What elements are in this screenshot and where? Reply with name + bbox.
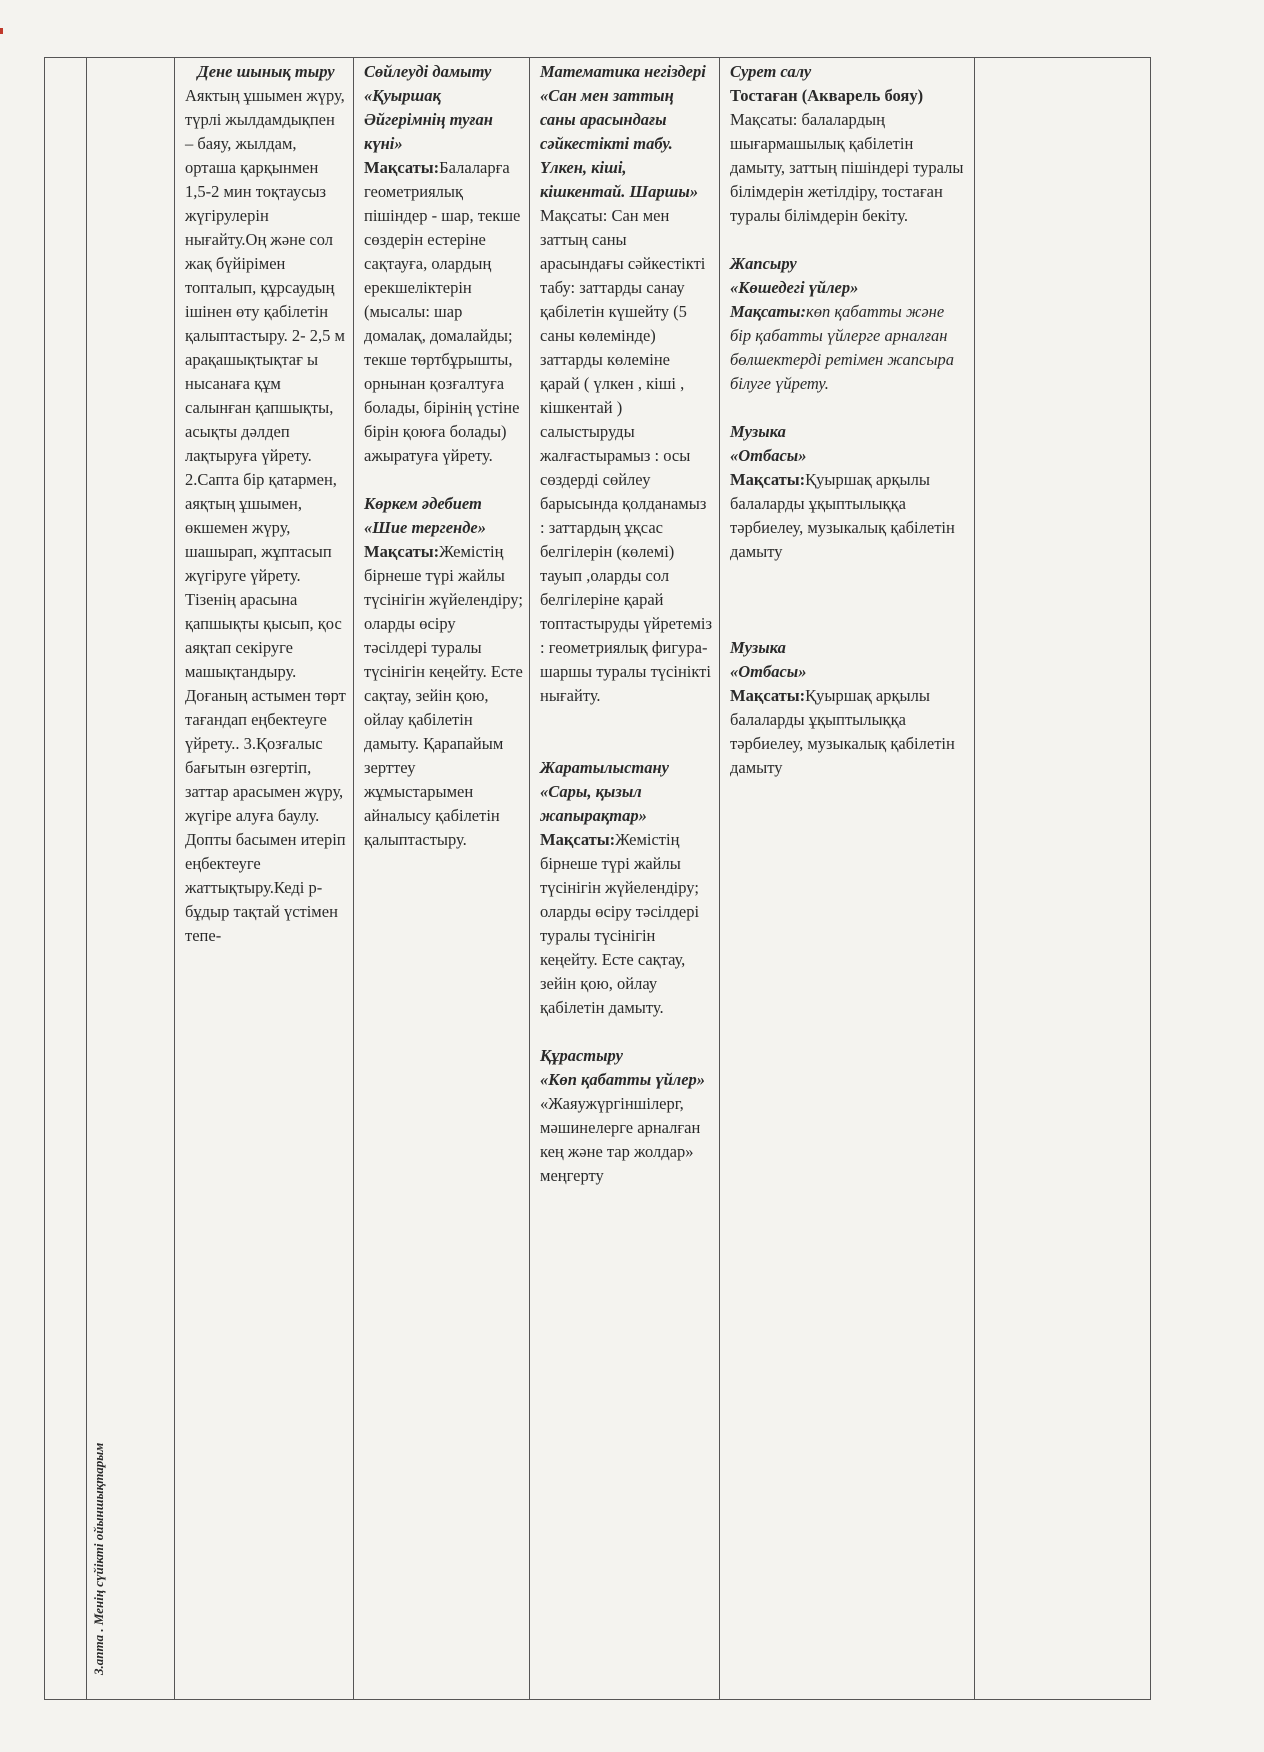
week-label-cell	[87, 58, 175, 1700]
art-cell	[720, 58, 975, 1700]
goal-text: Мақсаты:Қуыршақ арқылы балаларды ұқыптылыққа тәрбиелеу, музыкалық қабілетін дамыту	[730, 470, 955, 561]
topic-title: «Көшедегі үйлер»	[730, 278, 859, 297]
goal-text: Мақсаты:көп қабатты және бір қабатты үйлерге арналған бөлшектерді ретімен жапсыра білуге үйрету.	[730, 302, 954, 393]
body-text: «Жаяужүргіншілерг, мәшинелерге арналған кең және тар жолдар» меңгерту	[540, 1094, 701, 1185]
topic-title: «Көп қабатты үйлер»	[540, 1070, 706, 1089]
topic-title: «Сан мен заттың саны арасындағы сәйкестікті табу. Үлкен, кіші, кішкентай. Шаршы»	[540, 86, 699, 201]
subject-title: Дене шынық тыру	[197, 62, 335, 81]
subject-title: Математика негіздері	[540, 62, 706, 81]
subject-title: Музыка	[730, 638, 786, 657]
goal-text: Мақсаты:Қуыршақ арқылы балаларды ұқыптылыққа тәрбиелеу, музыкалық қабілетін дамыту	[730, 686, 955, 777]
goal-text: Мақсаты:Балаларға геометриялық пішіндер - шар, текше сөздерін естеріне сақтауға, олардың ерекшеліктерін (мысалы: шар домалақ, домалайды; текше төртбұрышты, орнынан қозғалтуға болады, бірінің үстіне бірін қоюға болады) ажыратуға үйрету.	[364, 158, 521, 465]
subject-title: Сурет салу	[730, 62, 812, 81]
table-row	[45, 58, 1151, 1700]
week-label: 3.апта . Менің сүйікті ойыншықтарым	[91, 1442, 106, 1675]
subject-title: Жапсыру	[730, 254, 797, 273]
subject-title: Музыка	[730, 422, 786, 441]
pe-cell	[175, 58, 354, 1700]
subject-title: Көркем әдебиет	[364, 494, 482, 513]
subject-title: Құрастыру	[540, 1046, 623, 1065]
empty-cell	[45, 58, 87, 1700]
topic-title: «Қуыршақ Әйгерімнің туған күні»	[364, 86, 493, 153]
page-edge-mark	[0, 28, 3, 34]
math-cell	[530, 58, 720, 1700]
goal-text: Мақсаты: Сан мен заттың саны арасындағы сәйкестікті табу: заттарды санау қабілетін күшейту (5 саны көлемінде) заттарды көлеміне қарай ( үлкен , кіші , кішкентай ) салыстыруды жалғастырамыз : осы сөздерді сөйлеу барысында қолданамыз : заттардың ұқсас белгілерін (көлемі) тауып ,оларды сол белгілеріне қарай топтастыруды үйретеміз : геометриялық фигура- шаршы туралы түсінікті нығайту.	[540, 206, 713, 705]
topic-title: «Шие тергенде»	[364, 518, 486, 537]
topic-title: «Отбасы»	[730, 662, 807, 681]
goal-text: Мақсаты:Жемістің бірнеше түрі жайлы түсінігін жүйелендіру; оларды өсіру тәсілдері туралы түсінігін кеңейту. Есте сақтау, зейін қою, ойлау қабілетін дамыту.	[540, 830, 700, 1017]
topic-title: Тостаған (Акварель бояу)	[730, 86, 924, 105]
topic-title: «Сары, қызыл жапырақтар»	[540, 782, 647, 825]
goal-text: Мақсаты: балалардың шығармашылық қабілетін дамыту, заттың пішіндері туралы білімдерін жетілдіру, тостаған туралы білімдерін бекіту.	[730, 110, 964, 225]
pe-text: Аяктың ұшымен жүру, түрлі жылдамдықпен – баяу, жылдам, орташа қарқынмен 1,5-2 мин тоқтаусыз жүгірулерін нығайту.Оң және сол жақ бүйірімен топталып, құрсаудың ішінен өту қабілетін қалыптастыру. 2- 2,5 м арақашықтықтағ ы нысанаға құм салынған қапшықты, асықты дәлдеп лақтыруға үйрету. 2.Сапта бір қатармен, аяқтың ұшымен, өкшемен жүру, шашырап, жұптасып жүгіруге үйрету. Тізенің арасына қапшықты қысып, қос аяқтап секіруге машықтандыру. Доғаның астымен төрт тағандап еңбектеуге үйрету.. 3.Қозғалыс бағытын өзгертіп, заттар арасымен жүру, жүгіре алуға баулу. Допты басымен итеріп еңбектеуге жаттықтыру.Кеді р-бұдыр тақтай үстімен тепе-	[185, 86, 346, 945]
speech-cell	[354, 58, 530, 1700]
goal-text: Мақсаты:Жемістің бірнеше түрі жайлы түсінігін жүйелендіру; оларды өсіру тәсілдері туралы түсінігін кеңейту. Есте сақтау, зейін қою, ойлау қабілетін дамыту. Қарапайым зерттеу жұмыстарымен айналысу қабілетін қалыптастыру.	[364, 542, 523, 849]
topic-title: «Отбасы»	[730, 446, 807, 465]
lesson-plan-table	[44, 57, 1151, 1700]
subject-title: Сөйлеуді дамыту	[364, 62, 492, 81]
subject-title: Жаратылыстану	[540, 758, 669, 777]
empty-cell	[975, 58, 1151, 1700]
